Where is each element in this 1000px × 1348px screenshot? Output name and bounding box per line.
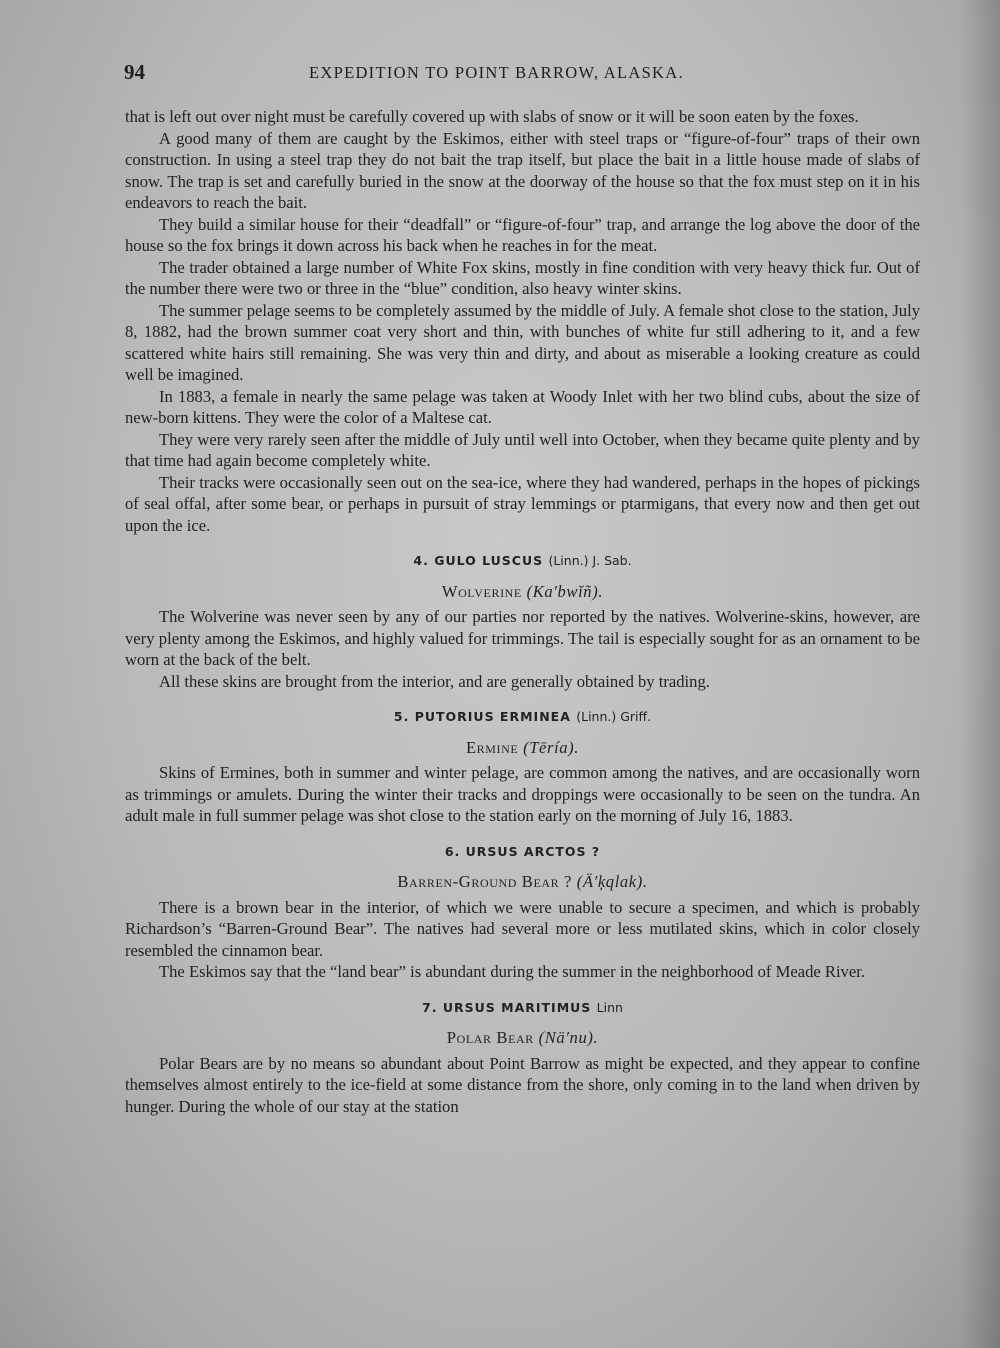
species-common-name [125, 871, 920, 893]
native-name: (Ka′bwĭñ). [526, 581, 604, 601]
paragraph: They build a similar house for their “deadfall” or “figure-of-four” trap, and arrange the log above the door of the house so the fox brings it down across his back when he reaches in for the meat. [125, 214, 920, 255]
native-name: (Tēría). [523, 737, 580, 757]
running-title: EXPEDITION TO POINT BARROW, ALASKA. [309, 63, 684, 82]
species-scientific-name: 6. URSUS ARCTOS ? [444, 843, 601, 859]
common-name: Ermine [465, 737, 519, 757]
paragraph: Skins of Ermines, both in summer and winter pelage, are common among the natives, and are occasionally worn as trimmings or amulets. During the winter their tracks and droppings were occasionally to be seen on the tundra. An adult male in full summer pelage was shot close to the station early on the morning of July 16, 1883. [125, 763, 920, 825]
paragraph: The Eskimos say that the “land bear” is abundant during the summer in the neighborhood of Meade River. [159, 962, 865, 981]
species-authority: Linn [596, 999, 623, 1015]
species-heading [125, 706, 920, 728]
native-name: (Nä′nu). [538, 1028, 599, 1047]
paragraph: They were very rarely seen after the middle of July until well into October, when they became quite plenty and by that time had again become completely white. [125, 429, 920, 470]
species-common-name [125, 737, 920, 759]
paragraph: A good many of them are caught by the Eskimos, either with steel traps or “figure-of-four” traps of their own construction. In using a steel trap they do not bait the trap itself, but place the bait in a little house made of slabs of snow. The trap is set and carefully buried in the snow at the doorway of the house so that the fox must step on it in his endeavors to reach the bait. [125, 128, 920, 212]
paragraph: In 1883, a female in nearly the same pelage was taken at Woody Inlet with her two blind cubs, about the size of new-born kittens. They were the color of a Maltese cat. [125, 386, 920, 427]
species-scientific-name: 4. GULO LUSCUS [413, 553, 544, 568]
common-name: Wolverine [441, 581, 522, 601]
paragraph: The trader obtained a large number of White Fox skins, mostly in fine condition with very heavy thick fur. Out of the number there were two or three in the “blue” condition, also heavy winter skins. [125, 257, 920, 298]
species-scientific-name: 5. PUTORIUS ERMINEA [393, 709, 571, 724]
common-name: Barren-Ground Bear ? [397, 872, 572, 891]
page-body [125, 106, 920, 1117]
paragraph: There is a brown bear in the interior, of which we were unable to secure a specimen, and which is probably Richardson’s “Barren-Ground Bear”. The natives had several more or less mutilated skins, which in color closely resembled the cinnamon bear. [125, 897, 920, 960]
page-header [124, 60, 920, 86]
native-name: (Ä′ķqlak). [576, 872, 648, 891]
page-number: 94 [124, 60, 145, 84]
paragraph: All these skins are brought from the interior, and are generally obtained by trading. [159, 671, 710, 691]
species-scientific-name: 7. URSUS MARITIMUS [422, 999, 592, 1015]
page-edge-shadow [960, 0, 1000, 1348]
paragraph: The summer pelage seems to be completely assumed by the middle of July. A female shot close to the station, July 8, 1882, had the brown summer coat very short and thin, with bunches of white fur still adhering to it, and a few scattered white hairs still remaining. She was very thin and dirty, and about as miserable a looking creature as could well be imagined. [125, 300, 920, 384]
species-common-name [125, 1027, 920, 1049]
common-name: Polar Bear [446, 1028, 534, 1047]
paragraph: Polar Bears are by no means so abundant about Point Barrow as might be expected, and they appear to confine themselves almost entirely to the ice-field at some distance from the shore, only coming in to the land when driven by hunger. During the whole of our stay at the station [125, 1053, 920, 1116]
species-common-name [125, 581, 920, 603]
species-heading [125, 841, 920, 863]
paragraph: The Wolverine was never seen by any of our parties nor reported by the natives. Wolverine-skins, however, are very plenty among the Eskimos, and highly valued for trimmings. The tail is especially sought for as an ornament to be worn at the back of the belt. [125, 607, 920, 669]
paragraph: that is left out over night must be carefully covered up with slabs of snow or it will be soon eaten by the foxes. [125, 107, 859, 126]
paragraph: Their tracks were occasionally seen out on the sea-ice, where they had wandered, perhaps in the hopes of pickings of seal offal, after some bear, or perhaps in pursuit of stray lemmings or ptarmigans, that every now and then get out upon the ice. [125, 472, 920, 535]
species-heading [125, 550, 920, 572]
species-authority: (Linn.) Griff. [576, 709, 652, 724]
species-authority: (Linn.) J. Sab. [548, 553, 632, 568]
species-heading [125, 997, 920, 1019]
